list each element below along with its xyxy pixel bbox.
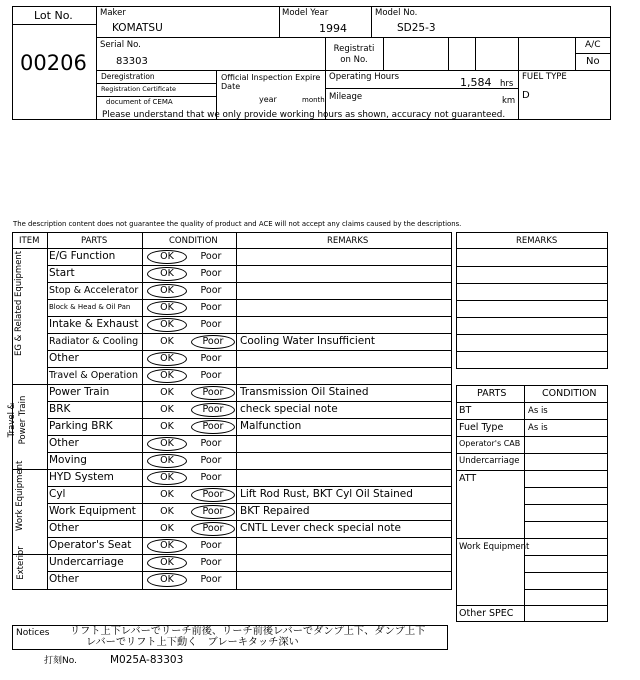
col-condition: CONDITION	[169, 236, 218, 246]
part-name: Radiator & Cooling	[49, 336, 139, 347]
ok-mark: OK	[160, 404, 174, 415]
ok-mark: OK	[147, 437, 187, 451]
year-label: year	[259, 95, 277, 104]
reg-cert-label: Registration Certificate	[101, 85, 177, 93]
part-name: Start	[49, 267, 75, 279]
poor-mark: Poor	[191, 488, 235, 502]
maker-label: Maker	[100, 8, 126, 18]
ac-value: No	[586, 56, 600, 67]
poor-mark: Poor	[191, 403, 235, 417]
cab-label: Operator's CAB	[459, 439, 521, 448]
remark-text: Transmission Oil Stained	[240, 386, 369, 398]
poor-mark: Poor	[200, 574, 222, 585]
ok-mark: OK	[160, 387, 174, 398]
dereg-label: Deregistration	[101, 72, 155, 81]
ok-mark: OK	[147, 369, 187, 383]
part-name: Undercarriage	[49, 556, 124, 568]
poor-mark: Poor	[200, 455, 222, 466]
notices-line1: リフト上下レバーでリーチ前後、リーチ前後レバーでダンプ上下、ダンプ上下	[70, 626, 426, 637]
part-name: Work Equipment	[49, 505, 136, 517]
right-remarks-label: REMARKS	[516, 236, 558, 246]
poor-mark: Poor	[200, 319, 222, 330]
col-item: ITEM	[19, 236, 40, 246]
cema-label: document of CEMA	[106, 98, 173, 106]
part-name: Other	[49, 352, 79, 364]
remark-text: Malfunction	[240, 420, 302, 432]
ok-mark: OK	[160, 421, 174, 432]
poor-mark: Poor	[191, 522, 235, 536]
ok-mark: OK	[147, 352, 187, 366]
ac-label: A/C	[585, 40, 601, 50]
poor-mark: Poor	[200, 472, 222, 483]
stamp-value: M025A-83303	[110, 654, 184, 666]
poor-mark: Poor	[200, 353, 222, 364]
ok-mark: OK	[147, 573, 187, 587]
registration-label: Registrati on No.	[333, 44, 375, 65]
model-year-value: 1994	[319, 22, 347, 35]
lot-number: 00206	[20, 51, 87, 75]
ok-mark: OK	[147, 284, 187, 298]
part-name: Power Train	[49, 386, 110, 398]
model-no-label: Model No.	[375, 8, 418, 18]
disclaimer: The description content does not guarantee the quality of product and ACE will not accept any claims caused by the descriptions.	[13, 220, 462, 228]
ok-mark: OK	[147, 471, 187, 485]
poor-mark: Poor	[191, 386, 235, 400]
part-name: Moving	[49, 454, 87, 466]
ok-mark: OK	[147, 454, 187, 468]
poor-mark: Poor	[191, 335, 235, 349]
ok-mark: OK	[147, 301, 187, 315]
maker-value: KOMATSU	[112, 22, 163, 34]
part-name: Operator's Seat	[49, 539, 132, 551]
spec-label: Other SPEC	[459, 608, 514, 619]
ok-mark: OK	[147, 250, 187, 264]
km-unit: km	[502, 96, 516, 106]
group-label-eg: EG & Related Equipment	[14, 250, 24, 356]
part-name: E/G Function	[49, 250, 116, 262]
poor-mark: Poor	[200, 268, 222, 279]
stamp-label: 打刻No.	[44, 656, 77, 666]
part-name: BRK	[49, 403, 71, 415]
bt-value: As is	[528, 406, 548, 416]
month-label: month	[302, 96, 325, 104]
remark-text: CNTL Lever check special note	[240, 522, 401, 534]
model-year-label: Model Year	[282, 8, 329, 18]
part-name: Stop & Accelerator	[49, 285, 139, 296]
ok-mark: OK	[160, 336, 174, 347]
right-col-condition: CONDITION	[542, 388, 597, 399]
group-label-travel: Travel & Power Train	[7, 395, 28, 445]
ok-mark: OK	[147, 267, 187, 281]
hours-notice: Please understand that we only provide working hours as shown, accuracy not guaranteed.	[102, 110, 506, 120]
hrs-unit: hrs	[500, 79, 514, 89]
part-name: Block & Head & Oil Pan	[49, 303, 131, 311]
ok-mark: OK	[147, 556, 187, 570]
part-name: Cyl	[49, 488, 66, 500]
remark-text: Lift Rod Rust, BKT Cyl Oil Stained	[240, 488, 413, 500]
ok-mark: OK	[160, 506, 174, 517]
notices-line2: レバーでリフト上下動く ブレーキタッチ深い	[86, 637, 299, 648]
poor-mark: Poor	[200, 370, 222, 381]
part-name: Travel & Operation	[49, 370, 138, 381]
group-label-exterior: Exterior	[16, 546, 26, 580]
col-parts: PARTS	[81, 236, 108, 246]
inspection-label: Official Inspection Expire Date	[221, 73, 321, 91]
poor-mark: Poor	[200, 251, 222, 262]
serial-value: 83303	[116, 56, 148, 67]
poor-mark: Poor	[191, 505, 235, 519]
bt-label: BT	[459, 405, 472, 416]
work-label: Work Equipment	[459, 542, 530, 552]
mileage-label: Mileage	[329, 92, 363, 102]
table-row	[0, 367, 640, 384]
model-no-value: SD25-3	[397, 22, 436, 34]
op-hours-value: 1,584	[460, 76, 492, 89]
fuel-type-value: D	[522, 90, 530, 101]
part-name: Parking BRK	[49, 420, 113, 432]
ok-mark: OK	[147, 539, 187, 553]
lot-label: Lot No.	[34, 9, 73, 22]
poor-mark: Poor	[200, 302, 222, 313]
part-name: Other	[49, 573, 79, 585]
remark-text: check special note	[240, 403, 338, 415]
poor-mark: Poor	[200, 540, 222, 551]
fuel-label: Fuel Type	[459, 422, 504, 433]
ok-mark: OK	[160, 523, 174, 534]
op-hours-label: Operating Hours	[329, 72, 400, 82]
ok-mark: OK	[160, 489, 174, 500]
remark-text: Cooling Water Insufficient	[240, 335, 375, 347]
remark-text: BKT Repaired	[240, 505, 310, 517]
right-col-parts: PARTS	[477, 388, 507, 399]
serial-label: Serial No.	[100, 40, 141, 50]
poor-mark: Poor	[200, 285, 222, 296]
col-remarks: REMARKS	[327, 236, 369, 246]
notices-label: Notices	[16, 628, 50, 638]
part-name: Intake & Exhaust	[49, 318, 139, 330]
fuel-type-label: FUEL TYPE	[522, 72, 567, 82]
under-label: Undercarriage	[459, 456, 520, 466]
poor-mark: Poor	[200, 438, 222, 449]
poor-mark: Poor	[200, 557, 222, 568]
att-label: ATT	[459, 473, 477, 484]
part-name: HYD System	[49, 471, 114, 483]
ok-mark: OK	[147, 318, 187, 332]
poor-mark: Poor	[191, 420, 235, 434]
group-label-work: Work Equipment	[15, 460, 25, 531]
fuel-value: As is	[528, 423, 548, 433]
part-name: Other	[49, 437, 79, 449]
part-name: Other	[49, 522, 79, 534]
